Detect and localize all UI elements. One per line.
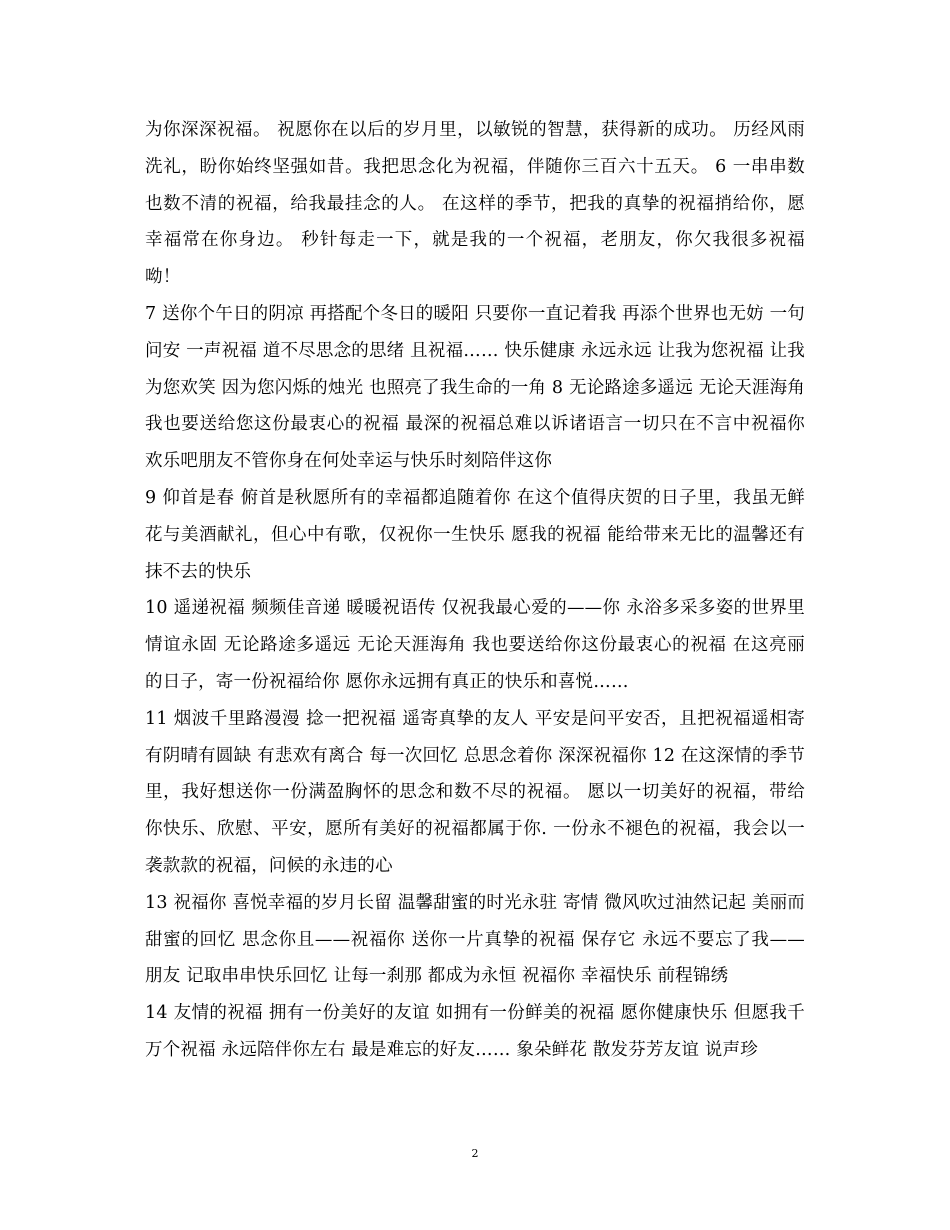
paragraph-2: 7 送你个午日的阴凉 再搭配个冬日的暖阳 只要你一直记着我 再添个世界也无妨 一句问安 一声祝福 道不尽思念的思绪 且祝福…… 快乐健康 永远永远 让我为您祝福 让我为您欢笑 因为您闪烁的烛光 也照亮了我生命的一角 8 无论路途多遥远 无论天涯海角 我也要送给您这份最衷心的祝福 最深的祝福总难以诉诸语言一切只在不言中祝福你 欢乐吧朋友不管你身在何处幸运与快乐时刻陪伴这你 (145, 303, 805, 472)
paragraph-7: 14 友情的祝福 拥有一份美好的友谊 如拥有一份鲜美的祝福 愿你健康快乐 但愿我千万个祝福 永远陪伴你左右 最是难忘的好友…… 象朵鲜花 散发芬芳友谊 说声珍 (145, 1003, 805, 1060)
body-text (145, 112, 805, 1069)
paragraph-6: 13 祝福你 喜悦幸福的岁月长留 温馨甜蜜的时光永驻 寄情 微风吹过油然记起 美丽而甜蜜的回忆 思念你且——祝福你 送你一片真挚的祝福 保存它 永远不要忘了我—— 朋友 记取串串快乐回忆 让每一刹那 都成为永恒 祝福你 幸福快乐 前程锦绣 (145, 892, 805, 987)
paragraph-5: 11 烟波千里路漫漫 捻一把祝福 遥寄真挚的友人 平安是问平安否，且把祝福遥相寄 有阴晴有圆缺 有悲欢有离合 每一次回忆 总思念着你 深深祝福你 12 在这深情的季节里，我好想送你一份满盈胸怀的思念和数不尽的祝福。 愿以一切美好的祝福，带给你快乐、欣慰、平安，愿所有美好的祝福都属于你. 一份永不褪色的祝福，我会以一袭款款的祝福，问候的永违的心 (145, 708, 805, 876)
paragraph-3: 9 仰首是春 俯首是秋愿所有的幸福都追随着你 在这个值得庆贺的日子里，我虽无鲜花与美酒献礼，但心中有歌，仅祝你一生快乐 愿我的祝福 能给带来无比的温馨还有抹不去的快乐 (145, 487, 805, 582)
page-number: 2 (471, 1147, 479, 1160)
paragraph-1: 为你深深祝福。 祝愿你在以后的岁月里，以敏锐的智慧，获得新的成功。 历经风雨洗礼，盼你始终坚强如昔。我把思念化为祝福，伴随你三百六十五天。 6 一串串数也数不清的祝福，给我最挂念的人。 在这样的季节，把我的真挚的祝福捎给你，愿幸福常在你身边。 秒针每走一下，就是我的一个祝福，老朋友，你欠我很多祝福呦！ (145, 120, 805, 288)
paragraph-4: 10 遥递祝福 频频佳音递 暖暖祝语传 仅祝我最心爱的——你 永浴多采多姿的世界里 情谊永固 无论路途多遥远 无论天涯海角 我也要送给你这份最衷心的祝福 在这亮丽的日子，寄一份祝福给你 愿你永远拥有真正的快乐和喜悦…… (145, 598, 805, 692)
